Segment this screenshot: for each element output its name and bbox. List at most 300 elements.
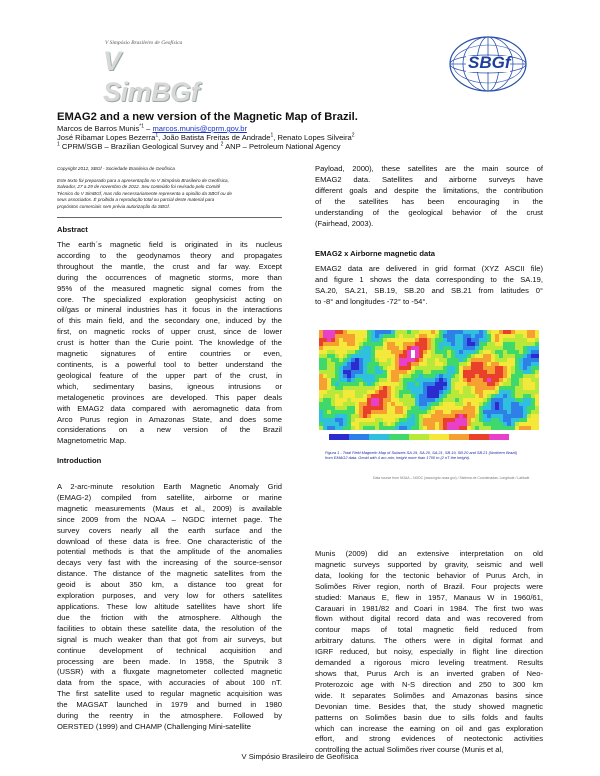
map-cell (427, 390, 431, 394)
map-cell (387, 390, 391, 394)
map-cell (367, 338, 371, 342)
map-cell (491, 402, 495, 406)
map-cell (467, 346, 471, 350)
map-cell (451, 346, 455, 350)
map-cell (431, 338, 435, 342)
map-cell (443, 414, 447, 418)
map-cell (427, 386, 431, 390)
map-cell (319, 382, 323, 386)
map-cell (327, 386, 331, 390)
map-cell (515, 386, 519, 390)
map-cell (363, 406, 367, 410)
map-cell (523, 362, 527, 366)
map-cell (415, 350, 419, 354)
map-cell (323, 414, 327, 418)
map-cell (515, 422, 519, 426)
map-cell (511, 390, 515, 394)
map-cell (351, 418, 355, 422)
map-cell (463, 334, 467, 338)
map-cell (383, 386, 387, 390)
map-cell (403, 374, 407, 378)
map-cell (459, 414, 463, 418)
map-cell (511, 378, 515, 382)
map-cell (519, 354, 523, 358)
map-cell (487, 422, 491, 426)
map-cell (391, 338, 395, 342)
map-cell (511, 338, 515, 342)
magnetic-anomaly-map (319, 330, 539, 442)
map-cell (427, 350, 431, 354)
map-cell (387, 386, 391, 390)
map-cell (343, 390, 347, 394)
map-cell (495, 362, 499, 366)
map-cell (323, 422, 327, 426)
map-cell (347, 338, 351, 342)
map-cell (487, 366, 491, 370)
map-cell (411, 374, 415, 378)
map-cell (499, 398, 503, 402)
map-cell (495, 410, 499, 414)
map-cell (499, 426, 503, 430)
map-cell (527, 350, 531, 354)
map-cell (375, 386, 379, 390)
map-cell (463, 330, 467, 334)
map-cell (407, 346, 411, 350)
author-email-link[interactable]: marcos.munis@cprm.gov.br (152, 124, 247, 133)
text-line: decays very fast with the increasing of the source-sensor (57, 558, 282, 568)
map-cell (363, 378, 367, 382)
map-cell (371, 334, 375, 338)
map-cell (339, 422, 343, 426)
map-cell (415, 382, 419, 386)
map-cell (375, 342, 379, 346)
color-bar-segment (369, 434, 389, 440)
map-cell (359, 354, 363, 358)
map-cell (383, 346, 387, 350)
map-cell (367, 402, 371, 406)
map-cell (503, 366, 507, 370)
map-cell (459, 426, 463, 430)
map-cell (411, 338, 415, 342)
map-cell (495, 394, 499, 398)
map-cell (347, 406, 351, 410)
map-cell (327, 374, 331, 378)
map-cell (323, 350, 327, 354)
map-cell (463, 390, 467, 394)
map-cell (379, 354, 383, 358)
map-cell (495, 406, 499, 410)
map-cell (415, 390, 419, 394)
map-cell (471, 342, 475, 346)
map-cell (327, 378, 331, 382)
map-cell (495, 350, 499, 354)
map-cell (515, 338, 519, 342)
map-cell (343, 370, 347, 374)
map-cell (427, 342, 431, 346)
map-cell (327, 410, 331, 414)
map-cell (455, 398, 459, 402)
map-cell (431, 362, 435, 366)
map-cell (335, 386, 339, 390)
map-cell (431, 342, 435, 346)
map-cell (455, 350, 459, 354)
map-cell (339, 402, 343, 406)
map-cell (387, 426, 391, 430)
map-cell (503, 350, 507, 354)
map-cell (447, 402, 451, 406)
map-cell (451, 330, 455, 334)
map-cell (443, 398, 447, 402)
map-cell (491, 414, 495, 418)
map-cell (495, 402, 499, 406)
map-cell (383, 334, 387, 338)
map-cell (375, 422, 379, 426)
map-cell (443, 394, 447, 398)
map-cell (495, 414, 499, 418)
map-cell (343, 338, 347, 342)
map-cell (531, 382, 535, 386)
map-cell (415, 374, 419, 378)
map-cell (423, 350, 427, 354)
text-line: Arco Purus region in Amazonas State, and does some (57, 414, 282, 424)
map-cell (451, 370, 455, 374)
map-cell (435, 378, 439, 382)
map-cell (427, 370, 431, 374)
map-cell (511, 358, 515, 362)
map-cell (351, 374, 355, 378)
map-cell (411, 354, 415, 358)
map-cell (479, 374, 483, 378)
map-cell (507, 354, 511, 358)
map-cell (407, 390, 411, 394)
map-cell (339, 414, 343, 418)
map-cell (359, 334, 363, 338)
map-cell (367, 386, 371, 390)
map-cell (499, 346, 503, 350)
map-cell (447, 386, 451, 390)
map-cell (527, 398, 531, 402)
map-cell (375, 330, 379, 334)
map-cell (459, 410, 463, 414)
text-line: Devonian time. Besides that, the study showed magnetic (315, 701, 543, 711)
map-cell (455, 354, 459, 358)
map-cell (427, 406, 431, 410)
map-cell (375, 390, 379, 394)
map-cell (535, 390, 539, 394)
map-cell (379, 386, 383, 390)
map-cell (371, 346, 375, 350)
map-cell (419, 350, 423, 354)
map-cell (463, 418, 467, 422)
map-cell (519, 386, 523, 390)
map-cell (319, 362, 323, 366)
map-cell (439, 330, 443, 334)
map-cell (343, 402, 347, 406)
map-cell (455, 366, 459, 370)
map-cell (367, 370, 371, 374)
map-cell (379, 378, 383, 382)
map-cell (331, 338, 335, 342)
map-cell (443, 330, 447, 334)
page-footer: V Simpósio Brasileiro de Geofísica (241, 752, 359, 761)
map-cell (327, 362, 331, 366)
text-line: Munis (2009) did an extensive interpretation on old (315, 549, 543, 558)
map-cell (375, 418, 379, 422)
map-cell (339, 406, 343, 410)
map-cell (531, 426, 535, 430)
map-cell (519, 330, 523, 334)
map-cell (375, 350, 379, 354)
map-cell (435, 410, 439, 414)
map-cell (375, 334, 379, 338)
map-cell (343, 406, 347, 410)
map-cell (427, 374, 431, 378)
map-cell (467, 374, 471, 378)
map-cell (459, 406, 463, 410)
map-cell (467, 406, 471, 410)
map-cell (351, 422, 355, 426)
map-cell (483, 402, 487, 406)
map-cell (471, 410, 475, 414)
map-cell (503, 398, 507, 402)
map-cell (511, 414, 515, 418)
map-cell (371, 418, 375, 422)
map-cell (335, 370, 339, 374)
map-cell (451, 406, 455, 410)
map-cell (339, 366, 343, 370)
map-cell (455, 402, 459, 406)
map-cell (531, 418, 535, 422)
map-cell (515, 382, 519, 386)
map-cell (415, 402, 419, 406)
map-cell (327, 370, 331, 374)
map-cell (359, 406, 363, 410)
map-cell (363, 330, 367, 334)
map-cell (471, 402, 475, 406)
map-cell (327, 422, 331, 426)
map-cell (439, 398, 443, 402)
map-cell (487, 358, 491, 362)
map-cell (495, 386, 499, 390)
map-cell (435, 406, 439, 410)
map-cell (527, 374, 531, 378)
map-cell (395, 342, 399, 346)
map-color-bar (329, 434, 529, 440)
map-cell (507, 394, 511, 398)
map-cell (471, 362, 475, 366)
map-cell (347, 366, 351, 370)
text-line: with EMAG2 data compared with aeromagnetic data from (57, 403, 282, 413)
map-cell (399, 342, 403, 346)
map-cell (371, 366, 375, 370)
map-cell (327, 330, 331, 334)
map-cell (435, 382, 439, 386)
map-cell (319, 366, 323, 370)
map-cell (443, 374, 447, 378)
map-cell (383, 378, 387, 382)
map-cell (447, 390, 451, 394)
map-cell (395, 346, 399, 350)
map-cell (523, 378, 527, 382)
map-cell (363, 426, 367, 430)
map-cell (443, 426, 447, 430)
map-cell (343, 378, 347, 382)
map-cell (467, 394, 471, 398)
map-cell (355, 426, 359, 430)
text-line: survey covers nearly all the earth surface and the (57, 525, 282, 535)
map-cell (423, 334, 427, 338)
map-cell (475, 382, 479, 386)
map-cell (519, 390, 523, 394)
map-cell (395, 370, 399, 374)
text-line: OERSTED (1999) and CHAMP (Challenging Mini-satellite (57, 721, 252, 731)
map-cell (431, 422, 435, 426)
map-cell (363, 382, 367, 386)
map-cell (391, 386, 395, 390)
map-cell (495, 346, 499, 350)
map-cell (371, 378, 375, 382)
map-cell (347, 418, 351, 422)
map-cell (371, 354, 375, 358)
map-cell (467, 418, 471, 422)
map-cell (371, 382, 375, 386)
map-cell (479, 418, 483, 422)
map-cell (439, 362, 443, 366)
introduction-paragraph (57, 482, 282, 733)
text-line: The first satellite used to regular magnetic acquisition was (57, 689, 282, 699)
map-cell (419, 414, 423, 418)
map-cell (335, 378, 339, 382)
map-cell (343, 354, 347, 358)
map-cell (535, 410, 539, 414)
map-cell (371, 394, 375, 398)
map-cell (327, 358, 331, 362)
map-cell (431, 406, 435, 410)
airborne-paragraph (315, 264, 543, 308)
map-cell (415, 394, 419, 398)
map-cell (527, 410, 531, 414)
map-cell (523, 414, 527, 418)
map-cell (335, 374, 339, 378)
text-line: since 2009 from the NOAA – NGDC internet page. The (57, 514, 282, 524)
map-cell (323, 346, 327, 350)
map-cell (407, 394, 411, 398)
map-cell (435, 418, 439, 422)
map-cell (511, 342, 515, 346)
map-cell (391, 414, 395, 418)
map-cell (411, 426, 415, 430)
map-cell (455, 374, 459, 378)
map-cell (491, 350, 495, 354)
map-cell (491, 410, 495, 414)
map-cell (427, 334, 431, 338)
map-cell (459, 346, 463, 350)
map-cell (403, 350, 407, 354)
map-cell (535, 406, 539, 410)
map-cell (403, 330, 407, 334)
map-cell (395, 350, 399, 354)
map-cell (323, 402, 327, 406)
map-cell (427, 354, 431, 358)
map-cell (447, 354, 451, 358)
map-cell (487, 390, 491, 394)
map-cell (355, 342, 359, 346)
map-cell (463, 350, 467, 354)
map-cell (323, 338, 327, 342)
map-cell (527, 346, 531, 350)
map-cell (335, 330, 339, 334)
map-cell (475, 342, 479, 346)
map-cell (355, 410, 359, 414)
map-cell (535, 378, 539, 382)
map-cell (439, 374, 443, 378)
map-cell (467, 330, 471, 334)
map-cell (479, 414, 483, 418)
map-cell (527, 338, 531, 342)
map-cell (399, 358, 403, 362)
map-cell (519, 334, 523, 338)
map-cell (399, 390, 403, 394)
map-cell (383, 366, 387, 370)
map-cell (503, 362, 507, 366)
map-cell (527, 362, 531, 366)
map-cell (467, 342, 471, 346)
map-cell (419, 422, 423, 426)
map-cell (407, 342, 411, 346)
map-cell (507, 390, 511, 394)
map-cell (499, 366, 503, 370)
map-cell (503, 422, 507, 426)
map-cell (535, 366, 539, 370)
map-cell (391, 358, 395, 362)
map-cell (499, 370, 503, 374)
map-cell (507, 426, 511, 430)
map-cell (447, 414, 451, 418)
map-cell (327, 350, 331, 354)
map-cell (407, 338, 411, 342)
text-line: EMAG2 data are delivered in grid format (XYZ ASCII file) (315, 264, 543, 273)
map-cell (467, 426, 471, 430)
map-cell (367, 330, 371, 334)
map-cell (523, 330, 527, 334)
map-cell (531, 330, 535, 334)
map-cell (407, 414, 411, 418)
map-cell (455, 414, 459, 418)
map-cell (383, 406, 387, 410)
map-cell (491, 346, 495, 350)
map-cell (499, 374, 503, 378)
map-cell (523, 422, 527, 426)
map-cell (443, 358, 447, 362)
map-cell (463, 370, 467, 374)
map-cell (487, 350, 491, 354)
map-cell (383, 426, 387, 430)
map-cell (423, 374, 427, 378)
map-cell (447, 382, 451, 386)
map-cell (363, 350, 367, 354)
map-cell (343, 386, 347, 390)
map-cell (463, 338, 467, 342)
map-cell (471, 346, 475, 350)
map-cell (383, 402, 387, 406)
map-cell (355, 406, 359, 410)
map-cell (487, 398, 491, 402)
map-cell (459, 394, 463, 398)
map-cell (343, 418, 347, 422)
map-cell (319, 410, 323, 414)
map-cell (447, 394, 451, 398)
map-cell (523, 386, 527, 390)
